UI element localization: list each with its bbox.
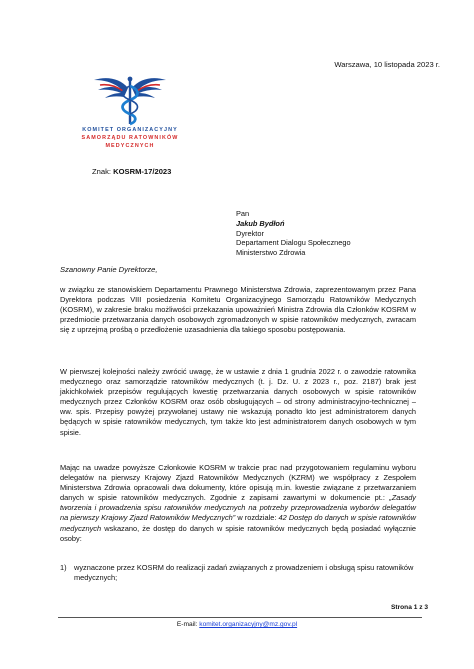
recipient-title: Pan xyxy=(236,209,250,218)
list-item-number: 1) xyxy=(60,563,67,572)
list-item-text: wyznaczone przez KOSRM do realizacji zadań związanych z prowadzeniem i obsługą spisu ratowników medycznych; xyxy=(74,563,414,583)
organization-logo xyxy=(62,70,198,150)
page-number: Strona 1 z 3 xyxy=(390,604,428,611)
recipient-ministry: Ministerstwo Zdrowia xyxy=(236,248,306,258)
email-label: E-mail: xyxy=(176,621,198,628)
greeting: Szanowny Panie Dyrektorze, xyxy=(60,265,158,274)
list-item xyxy=(60,563,416,583)
body-paragraph-1: w związku ze stanowiskiem Departamentu Prawnego Ministerstwa Zdrowia, zaprezentowanym przez Pana Dyrektora podczas VIII posiedzenia Komitetu Organizacyjnego Samorządu Ratowników Medycznych (KOSRM), w zakresie braku możliwości przekazania upoważnień Ministra Zdrowia dla Członków KOSRM w przedmiocie przetwarzania danych osobowych zgromadzonych w spisie ratowników medycznych, zwracam się z uprzejmą prośbą o przedłożenie uzasadnienia dla takiego sposobu postępowania. xyxy=(60,285,416,335)
reference-number xyxy=(92,167,171,176)
paragraph-3-text-1: Mając na uwadze powyższe Członkowie KOSRM w trakcie prac nad przygotowaniem regulaminu wyboru delegatów na pierwszy Krajowy Zjazd Ratowników Medycznych (KZRM) we współpracy z Zespołem Ministerstwa Zdrowia opracowali dwa dokumenty, które opisują m.in. kwestie związane z przetwarzaniem danych w spisie ratowników medycznych. Zgodnie z zapisami zawartymi w dokumencie pt.: xyxy=(60,463,416,503)
reference-value: KOSRM-17/2023 xyxy=(113,167,172,176)
document-title-quote: „Zasady tworzenia i prowadzenia spisu ratowników medycznych na potrzeby przeprowadzenia wyborów delegatów na pierwszy Krajowy Zjazd Ratowników Medycznych” xyxy=(60,493,416,523)
recipient-department: Departament Dialogu Społecznego xyxy=(236,238,351,248)
chapter-title: 42 Dostęp do danych w spisie ratowników medycznych xyxy=(60,513,416,533)
email-link[interactable]: komitet.organizacyjny@mz.gov.pl xyxy=(199,621,298,628)
access-list xyxy=(60,563,416,583)
logo-text-line-3: MEDYCZNYCH xyxy=(105,143,155,149)
logo-text-line-2: SAMORZĄDU RATOWNIKÓW xyxy=(81,135,179,141)
paragraph-3-text-3: wskazano, że dostęp do danych w spisie ratowników medycznych będą posiadać wyłącznie osoby: xyxy=(60,523,416,543)
recipient-position: Dyrektor xyxy=(236,228,264,238)
paragraph-3-text-2: w rozdziale: xyxy=(235,513,279,523)
body-paragraph-2: W pierwszej kolejności należy zwrócić uwagę, że w ustawie z dnia 1 grudnia 2022 r. o zawodzie ratownika medycznego oraz samorządzie ratowników medycznych (t. j. Dz. U. z 2023 r., poz. 2187) brak jest jakichkolwiek przepisów regulujących kwestię przetwarzania danych osobowych w spisie ratowników medycznych przez Członków KOSRM oraz osób obsługujących – od strony administracyjno-technicznej – ww. spis. Przepisy powyżej przywołanej ustawy nie wskazują ponadto kto jest administratorem danych będących w spisie ratowników medycznych, tym także kto jest administratorem danych osobowych w tym spisie. xyxy=(60,367,416,437)
recipient-address xyxy=(236,209,351,258)
recipient-name: Jakub Bydłoń xyxy=(236,218,285,228)
logo-text-line-1: KOMITET ORGANIZACYJNY xyxy=(82,127,178,133)
letter-date: Warszawa, 10 listopada 2023 r. xyxy=(334,60,440,69)
footer-divider xyxy=(58,617,422,618)
caduceus-wings-icon xyxy=(90,70,170,126)
footer xyxy=(0,621,474,628)
body-paragraph-3 xyxy=(60,463,416,544)
reference-label: Znak: xyxy=(92,167,111,176)
